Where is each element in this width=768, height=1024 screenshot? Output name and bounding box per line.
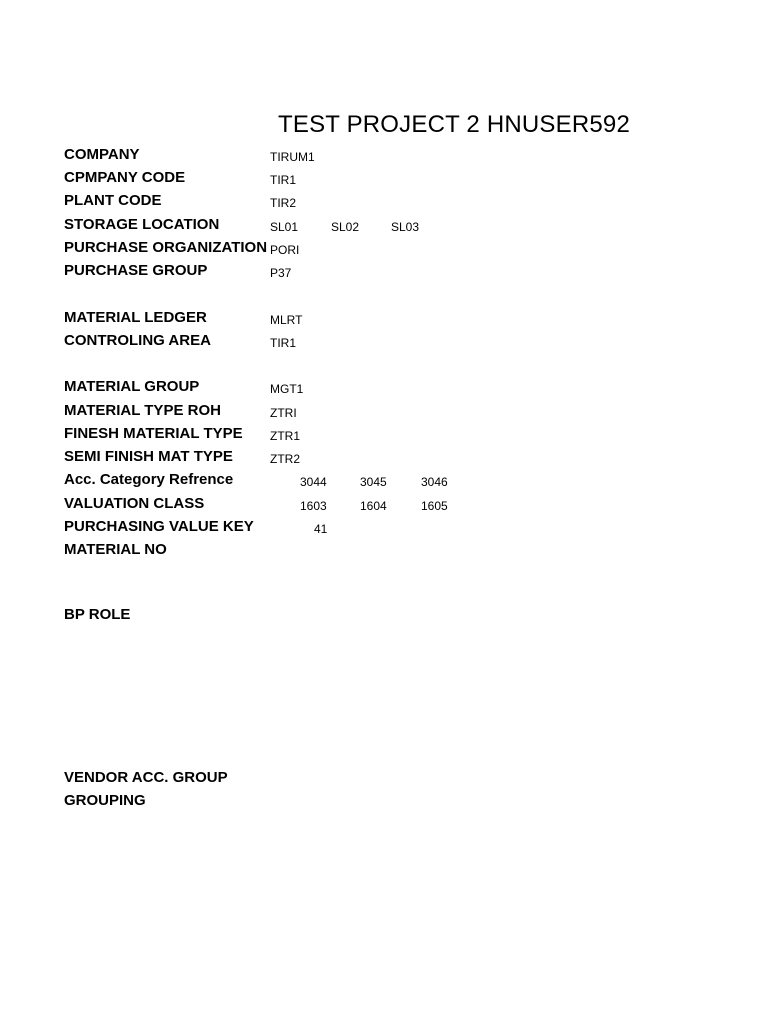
field-row-material-ledger: [64, 307, 744, 329]
field-label: MATERIAL GROUP: [64, 378, 200, 395]
field-label: PURCHASE ORGANIZATION: [64, 239, 268, 256]
field-row-bp-role: [64, 604, 744, 626]
field-label: BP ROLE: [64, 606, 131, 623]
field-row-material-group: [64, 376, 744, 398]
field-value: TIRUM1: [270, 150, 315, 164]
field-row-purchase-group: [64, 260, 744, 282]
field-value: MLRT: [270, 313, 303, 327]
field-value: TIR2: [270, 196, 297, 210]
field-row-semi-finish-mat-type: [64, 446, 744, 468]
field-value: SL03: [391, 220, 420, 234]
field-row-material-type-roh: [64, 400, 744, 422]
field-label: COMPANY: [64, 146, 140, 163]
field-label: SEMI FINISH MAT TYPE: [64, 448, 233, 465]
field-row-storage-location: [64, 214, 744, 236]
field-value: 3044: [300, 475, 327, 489]
field-row-finish-material-type: [64, 423, 744, 445]
field-label: Acc. Category Refrence: [64, 471, 234, 488]
field-row-company-code: [64, 167, 744, 189]
field-value: TIR1: [270, 336, 297, 350]
field-value: 1604: [360, 499, 387, 513]
field-value: ZTR1: [270, 429, 300, 443]
field-label: VENDOR ACC. GROUP: [64, 769, 228, 786]
field-value: 1603: [300, 499, 327, 513]
field-row-company: [64, 144, 744, 166]
field-row-acc-category-reference: [64, 469, 744, 491]
field-label: MATERIAL NO: [64, 541, 167, 558]
field-label: CONTROLING AREA: [64, 332, 211, 349]
field-row-plant-code: [64, 190, 744, 212]
field-value: SL01: [270, 220, 299, 234]
field-label: GROUPING: [64, 792, 146, 809]
page-title: TEST PROJECT 2 HNUSER592: [278, 111, 631, 138]
field-row-purchasing-value-key: [64, 516, 744, 538]
field-row-valuation-class: [64, 493, 744, 515]
field-row-purchase-organization: [64, 237, 744, 259]
field-value: 3045: [360, 475, 387, 489]
field-row-controlling-area: [64, 330, 744, 352]
field-row-material-no: [64, 539, 744, 561]
field-value: ZTR2: [270, 452, 300, 466]
field-label: MATERIAL LEDGER: [64, 309, 207, 326]
field-value: P37: [270, 266, 292, 280]
field-row-grouping: [64, 790, 744, 812]
field-value: SL02: [331, 220, 360, 234]
field-label: PURCHASE GROUP: [64, 262, 208, 279]
field-value: 3046: [421, 475, 448, 489]
field-value: 41: [314, 522, 328, 536]
field-label: FINESH MATERIAL TYPE: [64, 425, 243, 442]
field-row-vendor-acc-group: [64, 767, 744, 789]
field-value: PORI: [270, 243, 300, 257]
field-label: CPMPANY CODE: [64, 169, 186, 186]
field-label: VALUATION CLASS: [64, 495, 205, 512]
field-label: STORAGE LOCATION: [64, 216, 220, 233]
field-value: 1605: [421, 499, 448, 513]
field-value: ZTRI: [270, 406, 297, 420]
field-label: PLANT CODE: [64, 192, 162, 209]
field-label: MATERIAL TYPE ROH: [64, 402, 221, 419]
field-value: TIR1: [270, 173, 297, 187]
field-value: MGT1: [270, 382, 304, 396]
field-label: PURCHASING VALUE KEY: [64, 518, 254, 535]
